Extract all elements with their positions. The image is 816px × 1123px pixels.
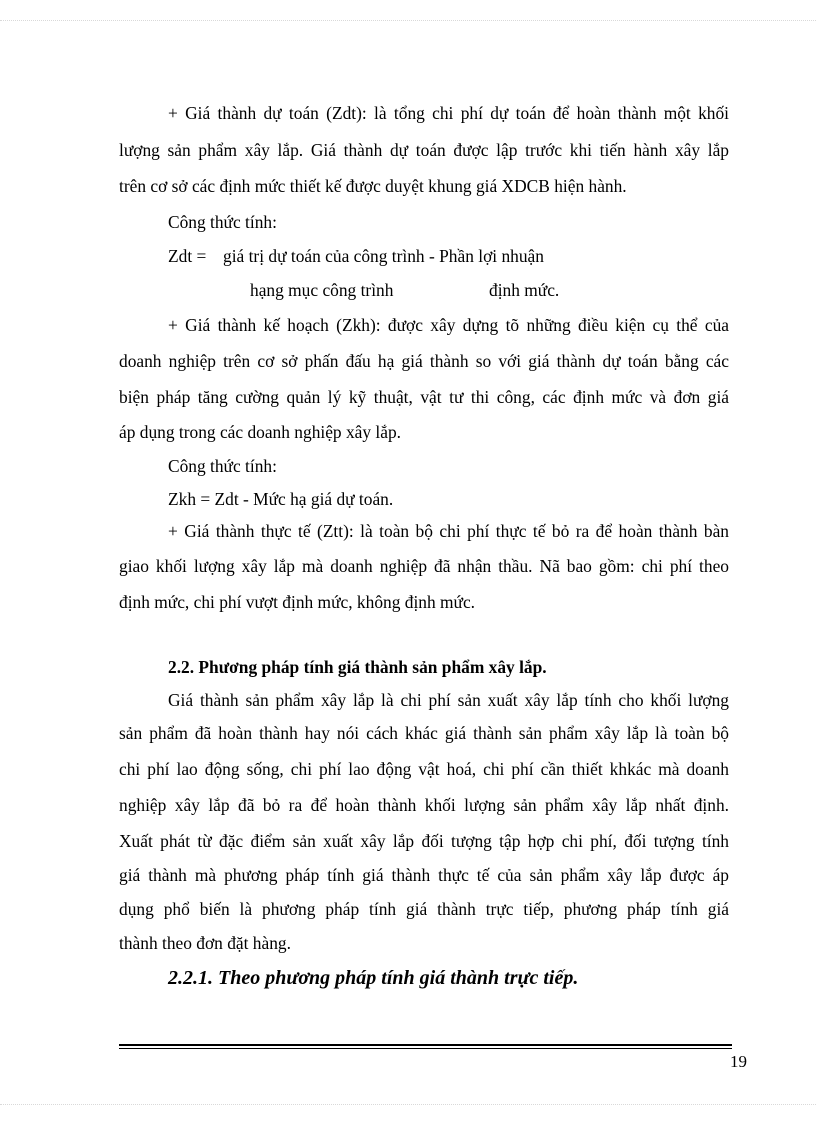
paragraph-4-line-8: thành theo đơn đặt hàng. xyxy=(119,933,291,953)
paragraph-1-line-1: + Giá thành dự toán (Zdt): là tổng chi phí dự toán để hoàn thành một khối xyxy=(168,103,729,123)
paragraph-1-line-2: lượng sản phẩm xây lắp. Giá thành dự toán được lập trước khi tiến hành xây lắp xyxy=(119,140,729,160)
paragraph-4-line-5: Xuất phát từ đặc điểm sản xuất xây lắp đối tượng tập hợp chi phí, đối tượng tính xyxy=(119,831,729,851)
paragraph-2-line-2: doanh nghiệp trên cơ sở phấn đấu hạ giá thành so với giá thành dự toán bằng các xyxy=(119,351,729,371)
formula-1-rhs: giá trị dự toán của công trình - Phần lợi nhuận xyxy=(223,246,544,266)
paragraph-4-line-1: Giá thành sản phẩm xây lắp là chi phí sản xuất xây lắp tính cho khối lượng xyxy=(168,690,729,710)
formula-2-expression: Zkh = Zdt - Mức hạ giá dự toán. xyxy=(168,489,394,509)
formula-1-sub-left: hạng mục công trình xyxy=(250,280,394,300)
paragraph-2-line-4: áp dụng trong các doanh nghiệp xây lắp. xyxy=(119,422,402,442)
paragraph-4-line-6: giá thành mà phương pháp tính giá thành thực tế của sản phẩm xây lắp được áp xyxy=(119,865,729,885)
formula-1-sub-right: định mức. xyxy=(489,280,560,300)
paragraph-4-line-4: nghiệp xây lắp đã bỏ ra để hoàn thành khối lượng sản phẩm xây lắp nhất định. xyxy=(119,795,729,815)
paragraph-3-line-1: + Giá thành thực tế (Ztt): là toàn bộ chi phí thực tế bỏ ra để hoàn thành bàn xyxy=(168,521,729,541)
page-top-edge xyxy=(0,20,816,21)
footer-rule-bottom xyxy=(119,1048,732,1049)
page-number: 19 xyxy=(730,1052,747,1071)
paragraph-4-line-3: chi phí lao động sống, chi phí lao động vật hoá, chi phí cần thiết khkác mà doanh xyxy=(119,759,729,779)
subsection-heading: 2.2.1. Theo phương pháp tính giá thành trực tiếp. xyxy=(168,967,579,989)
paragraph-2-line-1: + Giá thành kế hoạch (Zkh): được xây dựng tõ những điều kiện cụ thể của xyxy=(168,315,729,335)
paragraph-3-line-3: định mức, chi phí vượt định mức, không định mức. xyxy=(119,592,476,612)
formula-2-label: Công thức tính: xyxy=(168,456,277,476)
page-bottom-edge xyxy=(0,1104,816,1105)
section-heading: 2.2. Phương pháp tính giá thành sản phẩm xây lắp. xyxy=(168,657,547,677)
paragraph-2-line-3: biện pháp tăng cường quản lý kỹ thuật, vật tư thi công, các định mức và đơn giá xyxy=(119,387,729,407)
footer-rule-top xyxy=(119,1044,732,1046)
paragraph-1-line-3: trên cơ sở các định mức thiết kế được duyệt khung giá XDCB hiện hành. xyxy=(119,176,627,196)
paragraph-3-line-2: giao khối lượng xây lắp mà doanh nghiệp đã nhận thầu. Nã bao gồm: chi phí theo xyxy=(119,556,729,576)
formula-1-lhs: Zdt = xyxy=(168,246,207,266)
formula-1-label: Công thức tính: xyxy=(168,212,277,232)
paragraph-4-line-7: dụng phổ biến là phương pháp tính giá thành trực tiếp, phương pháp tính giá xyxy=(119,899,729,919)
paragraph-4-line-2: sản phẩm đã hoàn thành hay nói cách khác giá thành sản phẩm xây lắp là toàn bộ xyxy=(119,723,729,743)
